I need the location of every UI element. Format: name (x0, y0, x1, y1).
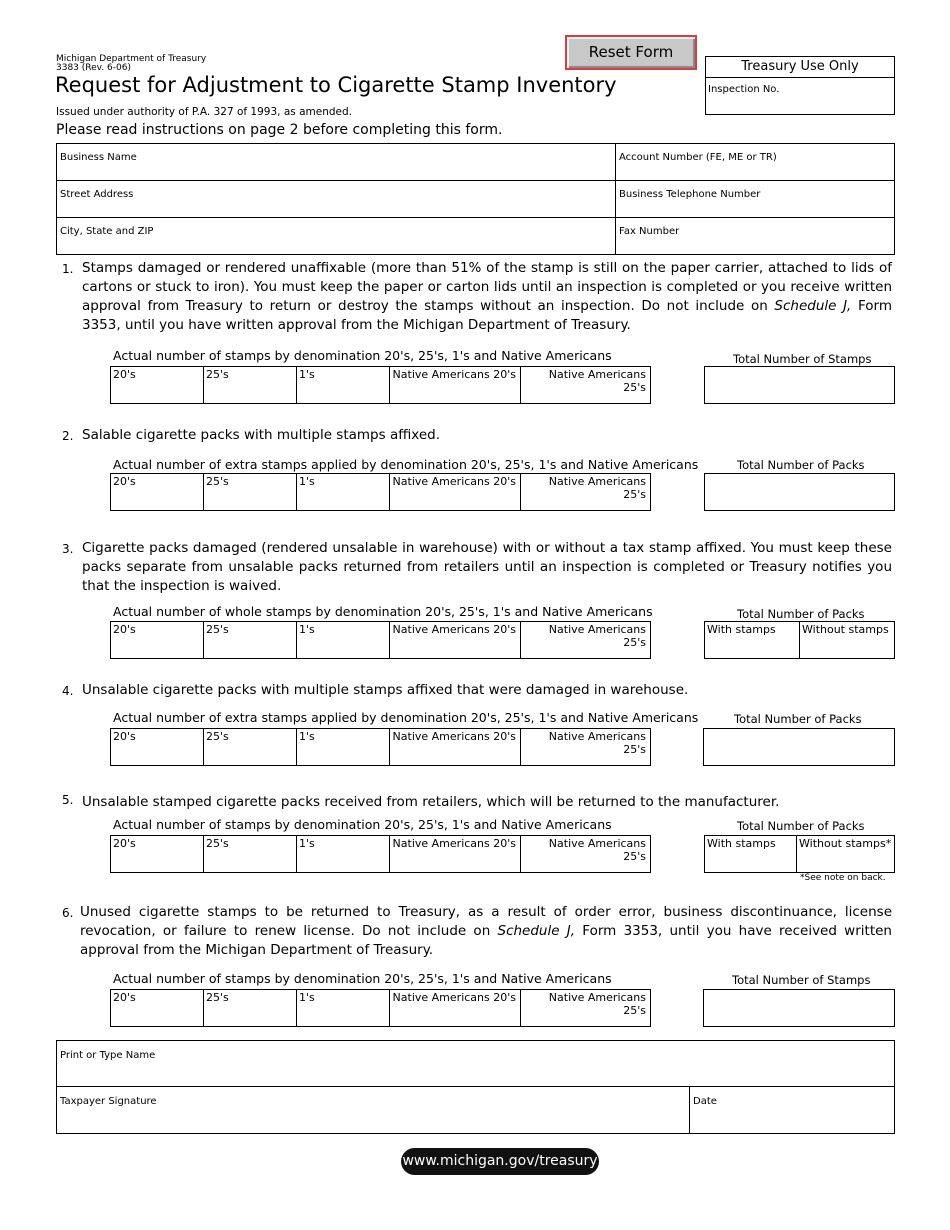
section-5-total-row (704, 835, 895, 873)
print-name-field[interactable] (60, 1050, 880, 1082)
section-1-cell-20s[interactable]: 20's (111, 367, 204, 403)
section-5-total-label: Total Number of Packs (737, 819, 865, 833)
section-1-cell-25s[interactable]: 25's (204, 367, 297, 403)
section-4-total-field[interactable] (703, 728, 895, 766)
section-3-cell-20s[interactable]: 20's (111, 622, 204, 658)
section-3-cell-25s[interactable]: 25's (204, 622, 297, 658)
section-5-cell-na20s[interactable]: Native Americans 20's (390, 836, 521, 872)
city-state-zip-field[interactable] (60, 226, 610, 252)
section-3-with-stamps-field[interactable]: With stamps (705, 622, 800, 658)
city-state-zip-label: City, State and ZIP (60, 226, 154, 237)
reset-form-button[interactable]: Reset Form (565, 35, 697, 70)
form-number: 3383 (Rev. 6-06) (56, 63, 131, 73)
section-2-cell-na25s[interactable]: Native Americans 25's (548, 475, 646, 501)
section-1-total-field[interactable] (704, 366, 895, 404)
section-5-cell-20s[interactable]: 20's (111, 836, 204, 872)
account-number-label: Account Number (FE, ME or TR) (619, 152, 777, 163)
authority-note: Issued under authority of P.A. 327 of 1993, as amended. (56, 106, 352, 118)
section-3-cell-na25s[interactable]: Native Americans 25's (548, 623, 646, 649)
section-3-cell-1s[interactable]: 1's (297, 622, 390, 658)
section-1-caption: Actual number of stamps by denomination 20's, 25's, 1's and Native Americans (113, 348, 612, 363)
section-4-cell-na25s[interactable]: Native Americans 25's (548, 730, 646, 756)
section-5-text: Unsalable stamped cigarette packs received from retailers, which will be returned to the manufacturer. (82, 794, 780, 810)
section-6-number: 6. (62, 906, 74, 920)
section-3-total-label: Total Number of Packs (737, 607, 865, 621)
print-name-label: Print or Type Name (60, 1050, 156, 1061)
section-6-caption: Actual number of stamps by denomination 20's, 25's, 1's and Native Americans (113, 971, 612, 986)
section-5-number: 5. (62, 793, 74, 807)
section-6-total-label: Total Number of Stamps (732, 973, 871, 987)
section-2-total-field[interactable] (704, 473, 895, 511)
section-2-denomination-row (110, 473, 651, 511)
section-1-denomination-row (110, 366, 651, 404)
section-6-text: Unused cigarette stamps to be returned to Treasury, as a result of order error, business discontinuance, license revocation, or failure to renew license. Do not include on Schedule J, Form 3353, until you have received written approval from the Michigan Department of Treasury. (80, 904, 892, 958)
fax-number-label: Fax Number (619, 226, 680, 237)
business-info-table (56, 143, 895, 255)
account-number-field[interactable] (619, 152, 889, 178)
section-2-cell-25s[interactable]: 25's (204, 474, 297, 510)
section-3-total-row (704, 621, 895, 659)
section-3-cell-na20s[interactable]: Native Americans 20's (390, 622, 521, 658)
section-2-cell-20s[interactable]: 20's (111, 474, 204, 510)
signature-table (56, 1040, 895, 1134)
section-5-cell-25s[interactable]: 25's (204, 836, 297, 872)
section-2-caption: Actual number of extra stamps applied by denomination 20's, 25's, 1's and Native Americans (113, 457, 699, 472)
section-3-without-stamps-field[interactable]: Without stamps (802, 623, 889, 636)
business-phone-label: Business Telephone Number (619, 189, 761, 200)
section-4-cell-1s[interactable]: 1's (297, 729, 390, 765)
section-6-denomination-row (110, 989, 651, 1027)
section-4-denomination-row (110, 728, 651, 766)
instructions-note: Please read instructions on page 2 before completing this form. (56, 122, 503, 138)
section-1-cell-na20s[interactable]: Native Americans 20's (390, 367, 521, 403)
section-5-cell-na25s[interactable]: Native Americans 25's (548, 837, 646, 863)
section-6-cell-na25s[interactable]: Native Americans 25's (548, 991, 646, 1017)
taxpayer-signature-field[interactable] (60, 1096, 680, 1130)
section-1-cell-1s[interactable]: 1's (297, 367, 390, 403)
section-2-total-label: Total Number of Packs (737, 458, 865, 472)
page-title: Request for Adjustment to Cigarette Stamp Inventory (55, 73, 617, 97)
see-note-on-back: *See note on back. (800, 873, 886, 883)
treasury-use-title: Treasury Use Only (706, 57, 894, 78)
section-6-cell-20s[interactable]: 20's (111, 990, 204, 1026)
street-address-field[interactable] (60, 189, 610, 215)
section-4-number: 4. (62, 684, 74, 698)
business-phone-field[interactable] (619, 189, 889, 215)
section-4-text: Unsalable cigarette packs with multiple stamps affixed that were damaged in warehouse. (82, 682, 689, 698)
fax-number-field[interactable] (619, 226, 889, 252)
date-label: Date (693, 1096, 717, 1107)
section-1-total-label: Total Number of Stamps (733, 352, 872, 366)
section-4-caption: Actual number of extra stamps applied by denomination 20's, 25's, 1's and Native Americans (113, 710, 699, 725)
section-5-without-stamps-field[interactable]: Without stamps* (799, 837, 892, 850)
treasury-use-box (705, 56, 895, 115)
section-6-cell-25s[interactable]: 25's (204, 990, 297, 1026)
treasury-website-link[interactable]: www.michigan.gov/treasury (401, 1148, 599, 1175)
section-1-cell-na25s[interactable]: Native Americans 25's (548, 368, 646, 394)
taxpayer-signature-label: Taxpayer Signature (60, 1096, 157, 1107)
section-5-denomination-row (110, 835, 651, 873)
section-6-cell-1s[interactable]: 1's (297, 990, 390, 1026)
section-6-total-field[interactable] (703, 989, 895, 1027)
section-2-text: Salable cigarette packs with multiple stamps affixed. (82, 427, 441, 443)
section-4-cell-20s[interactable]: 20's (111, 729, 204, 765)
section-2-number: 2. (62, 429, 74, 443)
section-3-caption: Actual number of whole stamps by denomination 20's, 25's, 1's and Native Americans (113, 604, 653, 619)
section-2-cell-1s[interactable]: 1's (297, 474, 390, 510)
business-name-label: Business Name (60, 152, 137, 163)
section-3-number: 3. (62, 542, 74, 556)
section-2-cell-na20s[interactable]: Native Americans 20's (390, 474, 521, 510)
section-1-text: Stamps damaged or rendered unaffixable (more than 51% of the stamp is still on the paper carrier, attached to lids of cartons or stuck to iron). You must keep the paper or carton lids until an inspection is completed or you receive written approval from Treasury to return or destroy the stamps without an inspection. Do not include on Schedule J, Form 3353, until you have written approval from the Michigan Department of Treasury. (82, 260, 892, 333)
section-5-caption: Actual number of stamps by denomination 20's, 25's, 1's and Native Americans (113, 817, 612, 832)
section-4-cell-25s[interactable]: 25's (204, 729, 297, 765)
section-6-cell-na20s[interactable]: Native Americans 20's (390, 990, 521, 1026)
section-3-denomination-row (110, 621, 651, 659)
date-field[interactable] (693, 1096, 888, 1130)
street-address-label: Street Address (60, 189, 134, 200)
section-3-text: Cigarette packs damaged (rendered unsalable in warehouse) with or without a tax stamp affixed. You must keep these packs separate from unsalable packs returned from retailers until an inspection is completed or Treasury notifies you that the inspection is waived. (82, 540, 892, 594)
inspection-label: Inspection No. (708, 84, 780, 95)
section-4-cell-na20s[interactable]: Native Americans 20's (390, 729, 521, 765)
business-name-field[interactable] (60, 152, 610, 178)
section-5-cell-1s[interactable]: 1's (297, 836, 390, 872)
section-5-with-stamps-field[interactable]: With stamps (705, 836, 797, 872)
section-4-total-label: Total Number of Packs (734, 712, 862, 726)
section-1-number: 1. (62, 262, 74, 276)
department-name: Michigan Department of Treasury (56, 54, 207, 64)
